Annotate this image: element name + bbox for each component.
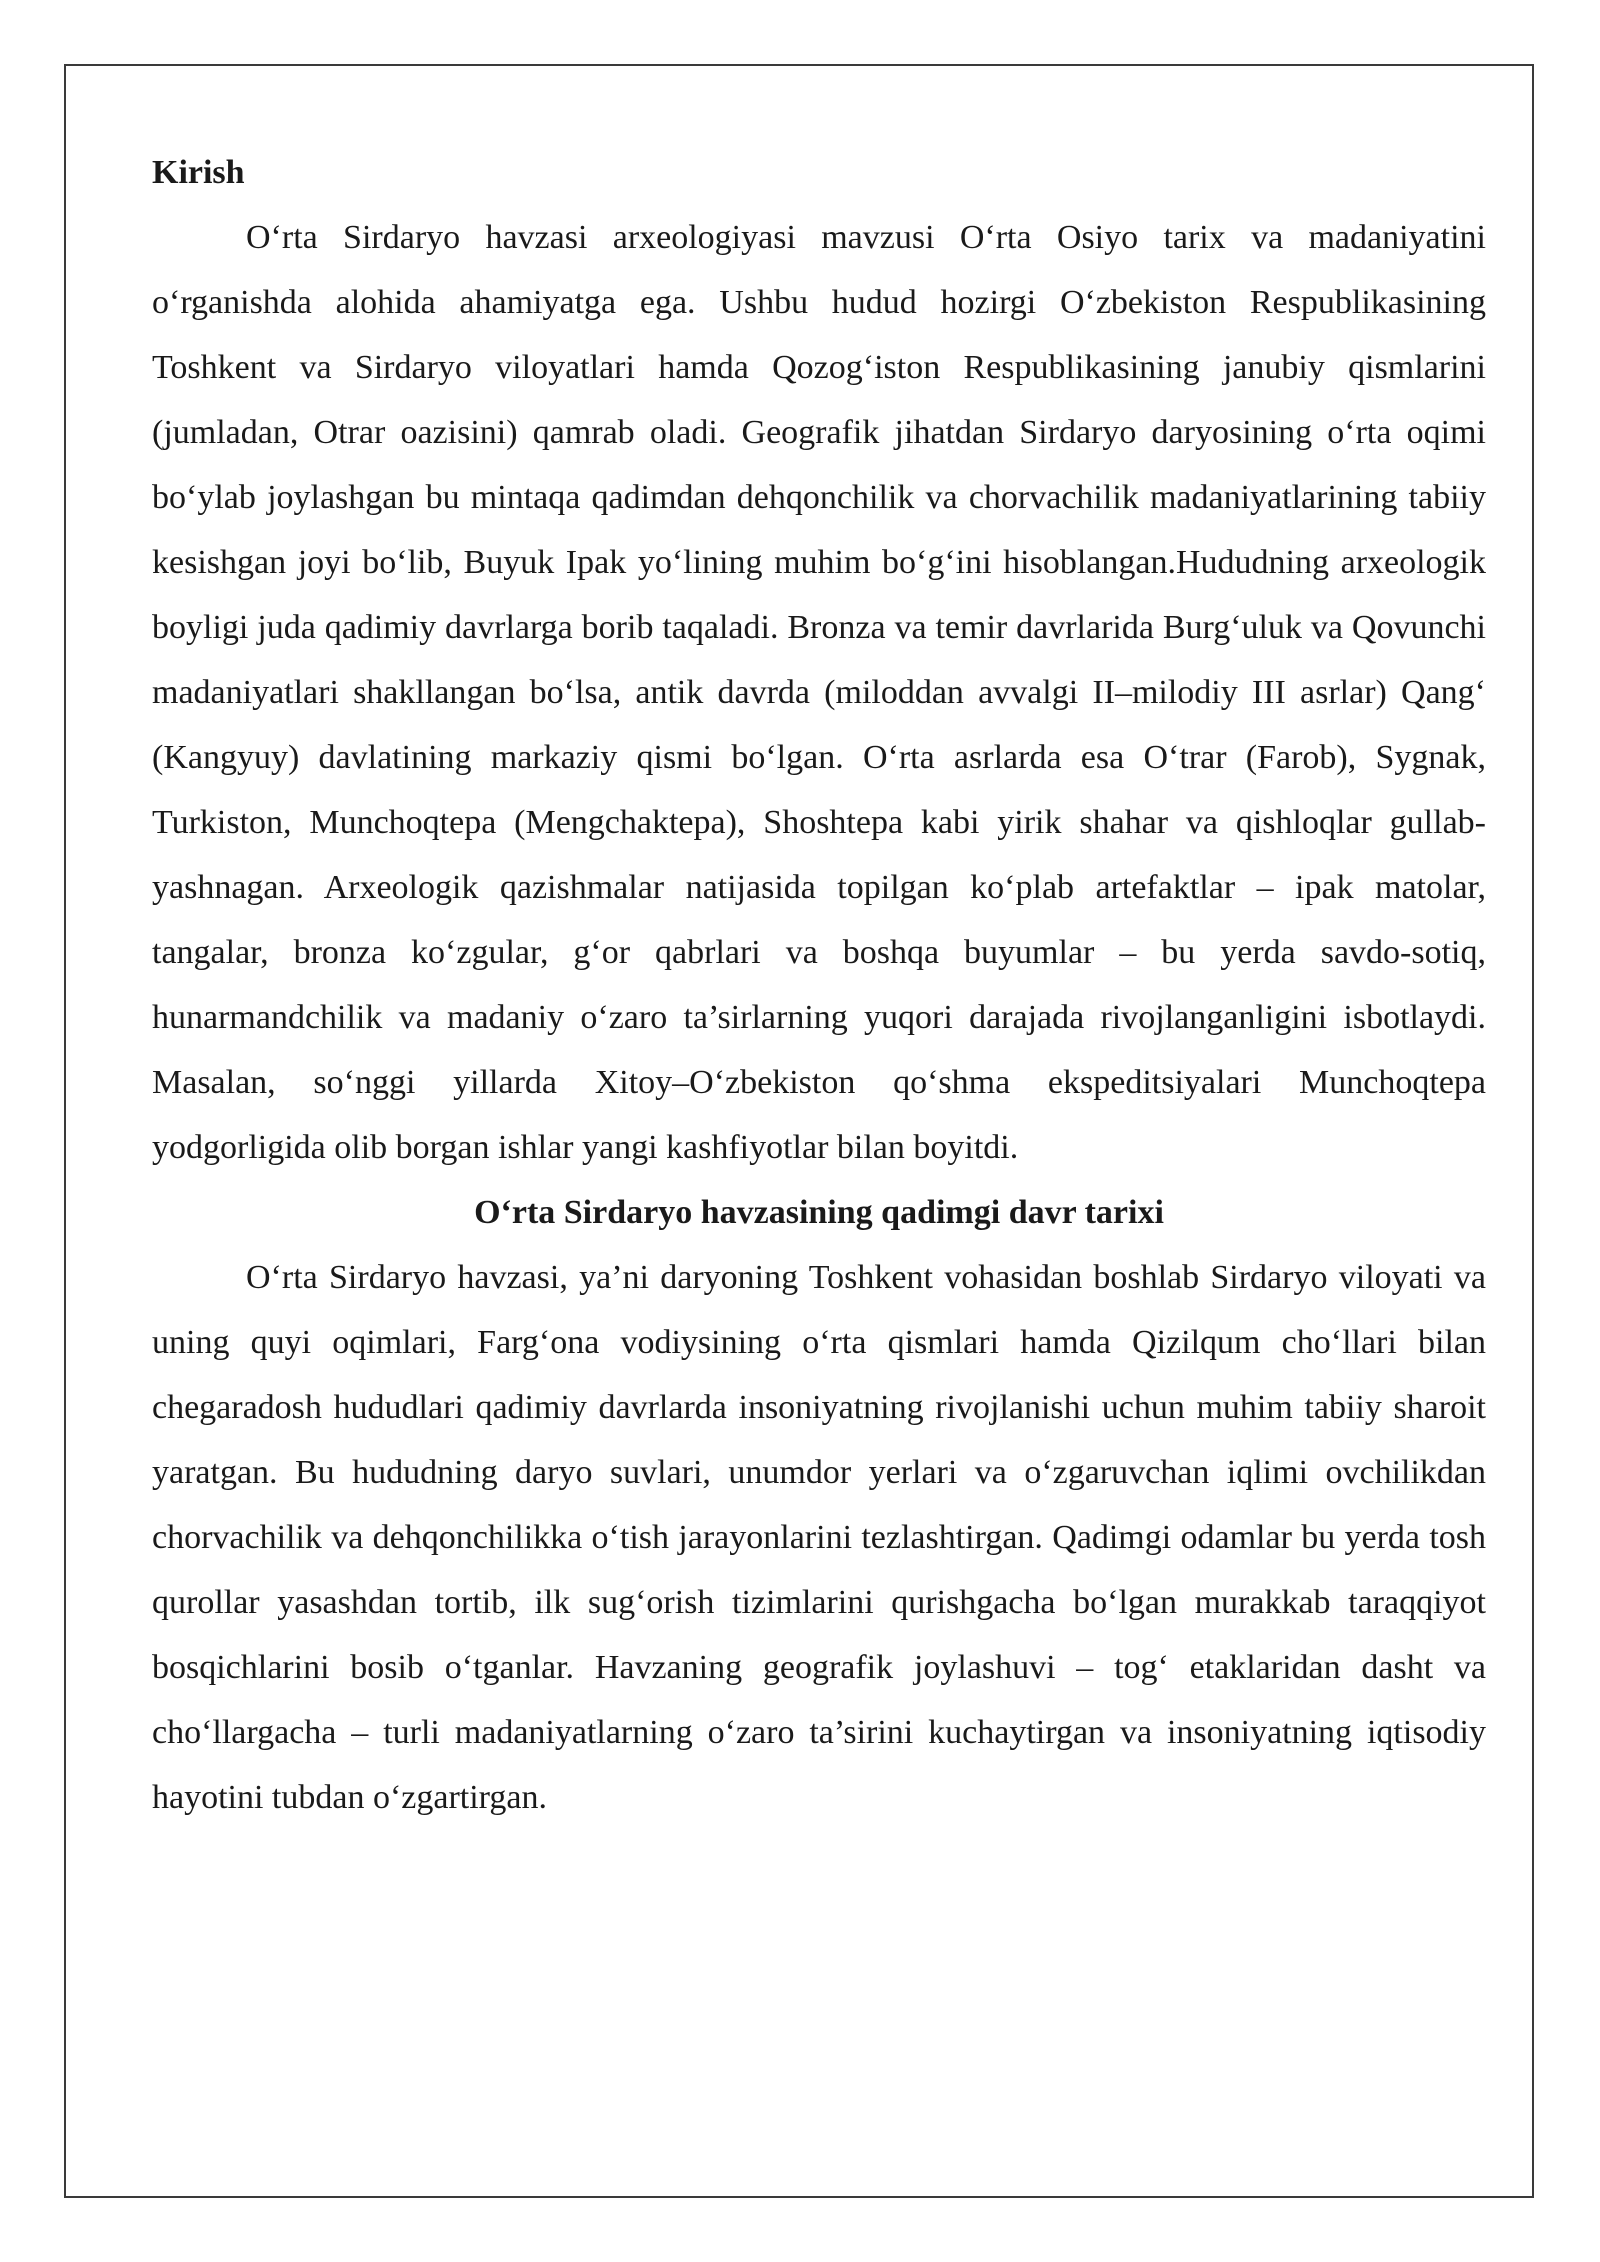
paragraph-history: O‘rta Sirdaryo havzasi, ya’ni daryoning Toshkent vohasidan boshlab Sirdaryo viloyati va uning quyi oqimlari, Farg‘ona vodiysining o‘rta qismlari hamda Qizilqum cho‘llari bilan chegaradosh hududlari qadimiy davrlarda insoniyatning rivojlanishi uchun muhim tabiiy sharoit yaratgan. Bu hududning daryo suvlari, unumdor yerlari va o‘zgaruvchan iqlimi ovchilikdan chorvachilik va dehqonchilikka o‘tish jarayonlarini tezlashtirgan. Qadimgi odamlar bu yerda tosh qurollar yasashdan tortib, ilk sug‘orish tizimlarini qurishgacha bo‘lgan murakkab taraqqiyot bosqichlarini bosib o‘tganlar. Havzaning geografik joylashuvi – tog‘ etaklaridan dasht va cho‘llargacha – turli madaniyatlarning o‘zaro ta’sirini kuchaytirgan va insoniyatning iqtisodiy hayotini tubdan o‘zgartirgan. [152,1259,1486,1816]
paragraph-intro: O‘rta Sirdaryo havzasi arxeologiyasi mavzusi O‘rta Osiyo tarix va madaniyatini o‘rganishda alohida ahamiyatga ega. Ushbu hudud hozirgi O‘zbekiston Respublikasining Toshkent va Sirdaryo viloyatlari hamda Qozog‘iston Respublikasining janubiy qismlarini (jumladan, Otrar oazisini) qamrab oladi. Geografik jihatdan Sirdaryo daryosining o‘rta oqimi bo‘ylab joylashgan bu mintaqa qadimdan dehqonchilik va chorvachilik madaniyatlarining tabiiy kesishgan joyi bo‘lib, Buyuk Ipak yo‘lining muhim bo‘g‘ini hisoblangan.Hududning arxeologik boyligi juda qadimiy davrlarga borib taqaladi. Bronza va temir davrlarida Burg‘uluk va Qovunchi madaniyatlari shakllangan bo‘lsa, antik davrda (miloddan avvalgi II–milodiy III asrlar) Qang‘ (Kangyuy) davlatining markaziy qismi bo‘lgan. O‘rta asrlarda esa O‘trar (Farob), Sygnak, Turkiston, Munchoqtepa (Mengchaktepa), Shoshtepa kabi yirik shahar va qishloqlar gullab-yashnagan. Arxeologik qazishmalar natijasida topilgan ko‘plab artefaktlar – ipak matolar, tangalar, bronza ko‘zgular, g‘or qabrlari va boshqa buyumlar – bu yerda savdo-sotiq, hunarmandchilik va madaniy o‘zaro ta’sirlarning yuqori darajada rivojlanganligini isbotlaydi. Masalan, so‘nggi yillarda Xitoy–O‘zbekiston qo‘shma ekspeditsiyalari Munchoqtepa yodgorligida olib borgan ishlar yangi kashfiyotlar bilan boyitdi. [152,219,1486,1166]
section-heading-kirish: Kirish [152,154,245,191]
document-body [152,140,1486,1830]
section-heading-history: O‘rta Sirdaryo havzasining qadimgi davr tarixi [474,1194,1164,1231]
